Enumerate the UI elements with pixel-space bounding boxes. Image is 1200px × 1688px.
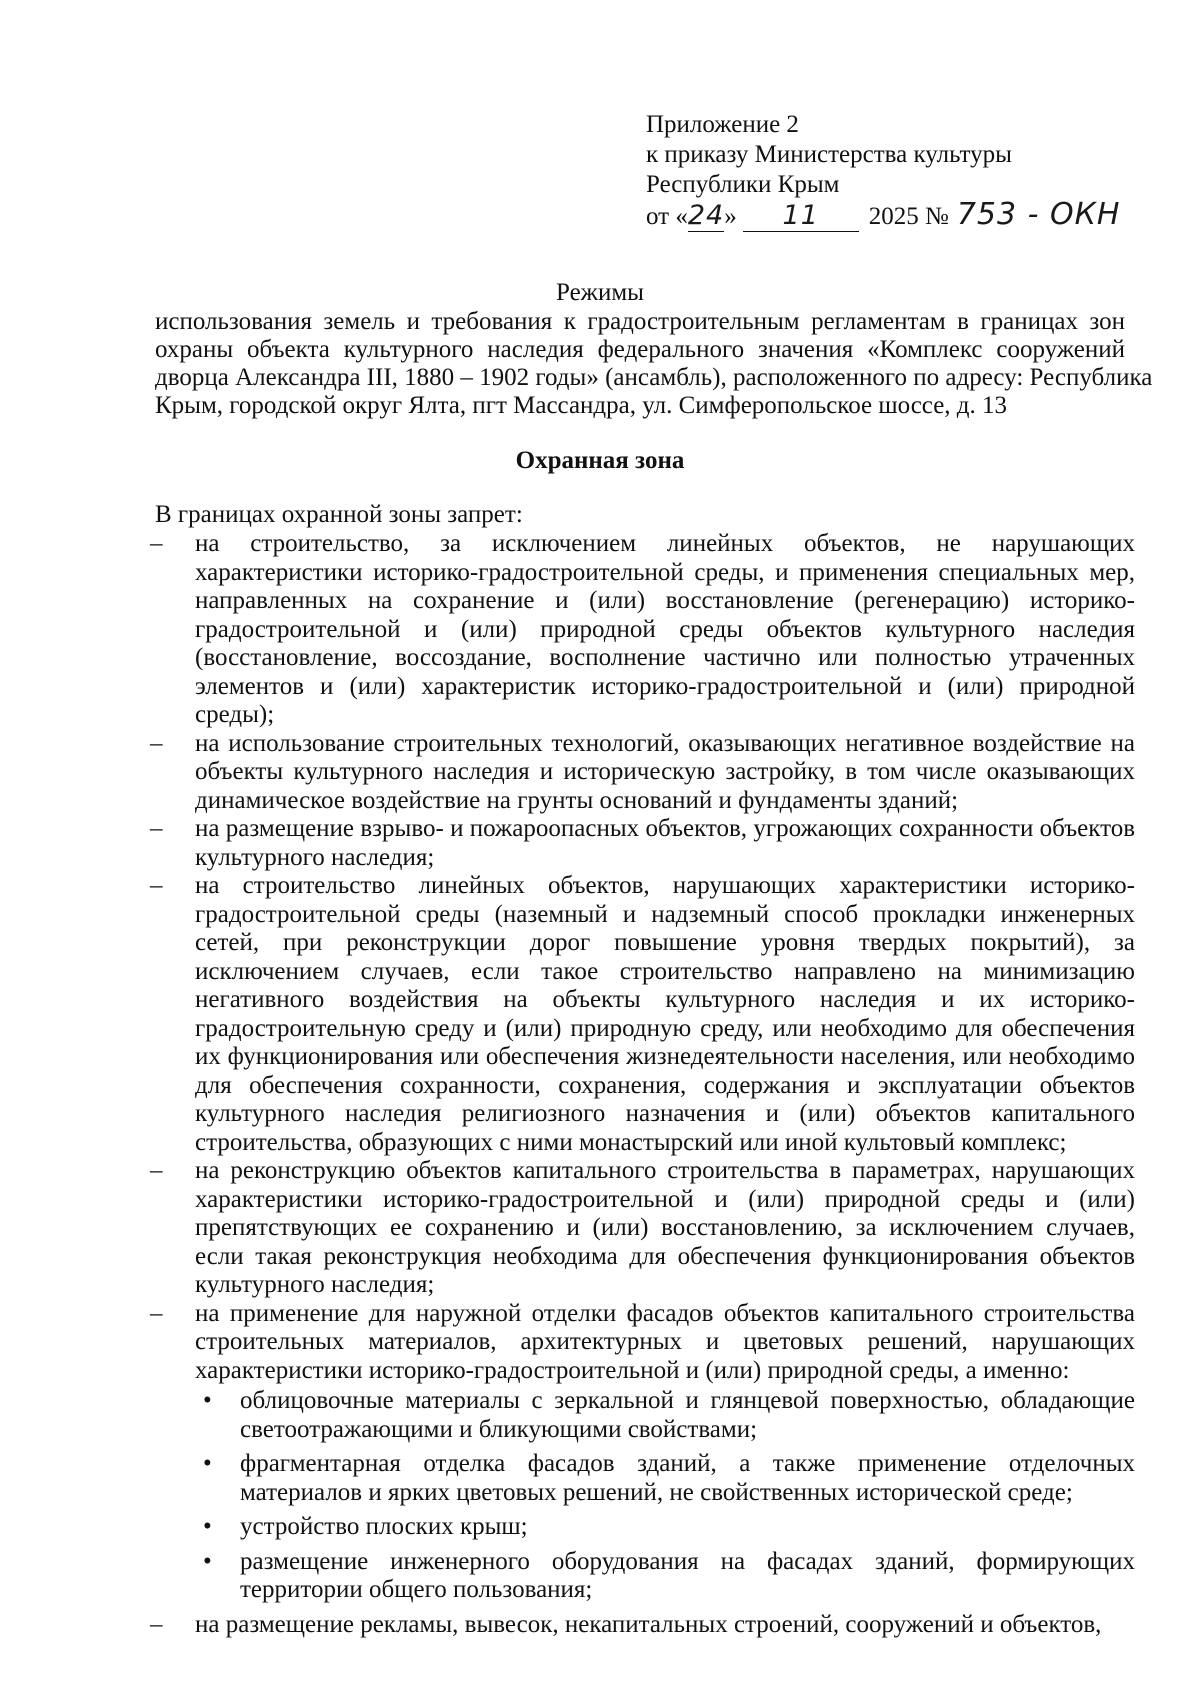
list-item — [150, 815, 1135, 872]
sublist-item-text: облицовочные материалы с зеркальной и глянцевой поверхностью, обладающие светоотражающими и бликующими свойствами; — [240, 1387, 1135, 1443]
list-item-text: на использование строительных технологий, оказывающих негативное воздействие на объекты культурного наследия и историческую застройку, в том числе оказывающих динамическое воздействие на грунты оснований и фундаменты зданий; — [195, 729, 1135, 814]
bullet-marker: • — [203, 1387, 212, 1414]
list-item-text: на строительство, за исключением линейных объектов, не нарушающих характеристики историко-градостроительной среды, и применения специальных мер, направленных на сохранение и (или) восстановление (регенерацию) историко-градостроительной и (или) природной среды объектов культурного наследия (восстановление, воссоздание, восполнение частично или полностью утраченных элементов и (или) характеристик историко-градостроительной и (или) природной среды); — [195, 530, 1135, 728]
date-quote-close: » — [724, 203, 737, 230]
sublist-item — [195, 1548, 1135, 1605]
sublist-item — [195, 1450, 1135, 1507]
bullet-marker: • — [203, 1450, 212, 1477]
dash-marker: – — [150, 530, 163, 557]
prohibitions-list — [150, 530, 1135, 1639]
section-intro: В границах охранной зоны запрет: — [155, 501, 523, 528]
subtitle-line: дворца Александра III, 1880 – 1902 годы» (ансамбль), расположенного по адресу: Республика — [155, 364, 1153, 391]
subtitle-line: Крым, городской округ Ялта, пгт Массандра, ул. Симферопольское шоссе, д. 13 — [155, 392, 1008, 419]
bullet-marker: • — [203, 1513, 212, 1540]
date-prefix: от « — [646, 203, 688, 230]
list-item-text: на размещение рекламы, вывесок, некапитальных строений, сооружений и объектов, — [195, 1610, 1102, 1638]
list-item — [150, 530, 1135, 730]
appendix-order-ref: к приказу Министерства культуры — [646, 141, 1012, 168]
sublist-item-text: фрагментарная отделка фасадов зданий, а также применение отделочных материалов и ярких цветовых решений, не свойственных исторической среде; — [240, 1450, 1135, 1506]
document-subtitle — [155, 308, 1153, 420]
sublist-item-text: размещение инженерного оборудования на фасадах зданий, формирующих территории общего пользования; — [240, 1547, 1135, 1603]
dash-marker: – — [150, 1299, 163, 1327]
appendix-number: Приложение 2 — [646, 111, 799, 138]
handwritten-day: 24 — [687, 200, 725, 231]
subtitle-line: охраны объекта культурного наследия федерального значения «Комплекс сооружений — [155, 336, 1125, 363]
list-item-text: на размещение взрыво- и пожароопасных объектов, угрожающих сохранности объектов культурного наследия; — [195, 815, 1135, 871]
appendix-region: Республики Крым — [646, 171, 840, 198]
list-item — [150, 872, 1135, 1157]
dash-marker: – — [150, 872, 163, 899]
section-heading: Охранная зона — [515, 447, 685, 474]
list-item — [150, 1300, 1135, 1605]
list-item — [150, 1611, 1135, 1640]
subtitle-line: использования земель и требования к градостроительным регламентам в границах зон — [155, 308, 1125, 335]
list-item — [150, 1157, 1135, 1300]
list-item-text: на применение для наружной отделки фасадов объектов капитального строительства строительных материалов, архитектурных и цветовых решений, нарушающих характеристики историко-градостроительной и (или) природной среды, а именно: — [195, 1299, 1135, 1384]
handwritten-order-number: 753 - ОКН — [956, 197, 1121, 232]
sublist-item — [195, 1387, 1135, 1444]
handwritten-month: 11 — [743, 201, 859, 232]
list-item-text: на строительство линейных объектов, нарушающих характеристики историко-градостроительной среды (наземный и надземный способ прокладки инженерных сетей, при реконструкции дорог повышение уровня твердых покрытий), за исключением случаев, если такое строительство направлено на минимизацию негативного воздействия на объекты культурного наследия и их историко-градостроительную среду и (или) природную среду, или необходимо для обеспечения их функционирования или обеспечения жизнедеятельности населения, или необходимо для обеспечения сохранности, сохранения, содержания и эксплуатации объектов культурного наследия религиозного назначения и (или) объектов капитального строительства, образующих с ними монастырский или иной культовый комплекс; — [195, 872, 1135, 1156]
bullet-marker: • — [203, 1547, 212, 1575]
dash-marker: – — [150, 1610, 163, 1638]
dash-marker: – — [150, 1157, 163, 1184]
dash-marker: – — [150, 815, 163, 842]
document-title: Режимы — [556, 279, 644, 306]
order-date-line — [646, 197, 1126, 232]
date-year: 2025 № — [868, 203, 949, 230]
appendix-header — [646, 110, 1126, 232]
list-item-text: на реконструкцию объектов капитального строительства в параметрах, нарушающих характеристики историко-градостроительной и (или) природной среды и (или) препятствующих ее сохранению и (или) восстановлению, за исключением случаев, если такая реконструкция необходима для обеспечения функционирования объектов культурного наследия; — [195, 1157, 1135, 1298]
list-item — [150, 730, 1135, 816]
materials-sublist — [195, 1387, 1135, 1605]
sublist-item-text: устройство плоских крыш; — [240, 1513, 528, 1540]
sublist-item — [195, 1513, 1135, 1542]
dash-marker: – — [150, 729, 163, 757]
